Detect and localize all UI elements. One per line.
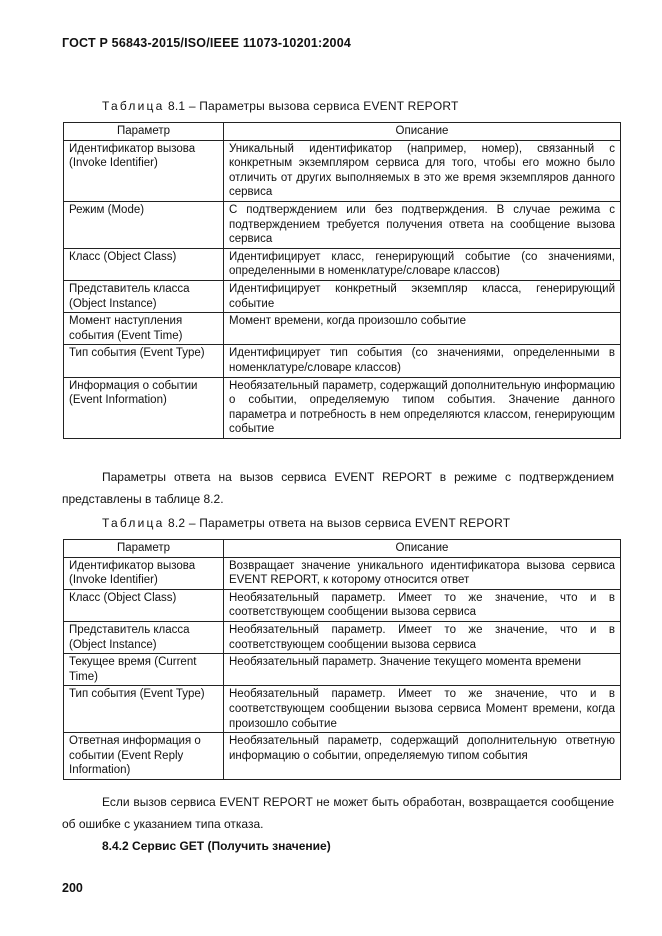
table-2-caption-word: Таблица bbox=[102, 516, 165, 530]
parameter-cell: Представитель класса (Object Instance) bbox=[64, 621, 224, 653]
table-1 bbox=[63, 122, 621, 439]
description-cell: Необязательный параметр. Имеет то же значение, что и в соответствующем сообщении вызова сервиса bbox=[224, 621, 621, 653]
parameter-cell: Класс (Object Class) bbox=[64, 248, 224, 280]
parameter-cell: Идентификатор вызова (Invoke Identifier) bbox=[64, 140, 224, 201]
table-row bbox=[64, 589, 621, 621]
parameter-cell: Тип события (Event Type) bbox=[64, 345, 224, 377]
table-2 bbox=[63, 539, 621, 780]
section-heading: 8.4.2 Сервис GET (Получить значение) bbox=[102, 839, 331, 853]
table-row bbox=[64, 686, 621, 733]
paragraph-text: Если вызов сервиса EVENT REPORT не может быть обработан, возвращается сообщение об ошибке с указанием типа отказа. bbox=[62, 795, 614, 831]
table-row bbox=[64, 621, 621, 653]
parameter-cell: Ответная информация о событии (Event Reply Information) bbox=[64, 733, 224, 780]
description-cell: Необязательный параметр. Имеет то же значение, что и в соответствующем сообщении вызова сервиса Момент времени, когда произошло событие bbox=[224, 686, 621, 733]
table-header-row bbox=[64, 123, 621, 141]
table-1-caption bbox=[102, 99, 459, 113]
table-row bbox=[64, 248, 621, 280]
table-row bbox=[64, 654, 621, 686]
description-cell: Идентифицирует тип события (со значениями, определенными в номенклатуре/словаре классов) bbox=[224, 345, 621, 377]
description-cell: Возвращает значение уникального идентификатора вызова сервиса EVENT REPORT, к которому относится ответ bbox=[224, 557, 621, 589]
table-row bbox=[64, 733, 621, 780]
table-2-caption bbox=[102, 516, 510, 530]
table-1-caption-text: 8.1 – Параметры вызова сервиса EVENT REPORT bbox=[168, 99, 459, 113]
description-cell: Необязательный параметр, содержащий дополнительную информацию о событии, определяемую типом события. Значение данного параметра и потребность в нем определяются классом, генерирующим событие bbox=[224, 377, 621, 438]
table-row bbox=[64, 280, 621, 312]
parameter-cell: Тип события (Event Type) bbox=[64, 686, 224, 733]
parameter-cell: Представитель класса (Object Instance) bbox=[64, 280, 224, 312]
parameter-cell: Класс (Object Class) bbox=[64, 589, 224, 621]
description-cell: С подтверждением или без подтверждения. В случае режима с подтверждением требуется получения ответа на сообщение вызова сервиса bbox=[224, 201, 621, 248]
paragraph-text: Параметры ответа на вызов сервиса EVENT REPORT в режиме с подтверждением представлены в таблице 8.2. bbox=[62, 470, 614, 506]
description-cell: Необязательный параметр, содержащий дополнительную ответную информацию о событии, определяемую типом события bbox=[224, 733, 621, 780]
parameter-cell: Момент наступления события (Event Time) bbox=[64, 313, 224, 345]
table-header-row bbox=[64, 540, 621, 558]
column-header-parameter: Параметр bbox=[64, 123, 224, 141]
column-header-parameter: Параметр bbox=[64, 540, 224, 558]
column-header-description: Описание bbox=[224, 540, 621, 558]
paragraph-table-reference bbox=[62, 466, 614, 510]
column-header-description: Описание bbox=[224, 123, 621, 141]
description-cell: Уникальный идентификатор (например, номер), связанный с конкретным экземпляром сервиса для того, чтобы его можно было отличить от других выполняемых в это же время экземпляров данного сервиса bbox=[224, 140, 621, 201]
paragraph-error-note bbox=[62, 791, 614, 835]
document-header: ГОСТ Р 56843-2015/ISO/IEEE 11073-10201:2004 bbox=[62, 36, 352, 50]
description-cell: Идентифицирует конкретный экземпляр класса, генерирующий событие bbox=[224, 280, 621, 312]
page-number: 200 bbox=[62, 881, 83, 895]
description-cell: Идентифицирует класс, генерирующий событие (со значениями, определенными в номенклатуре/словаре классов) bbox=[224, 248, 621, 280]
description-cell: Необязательный параметр. Имеет то же значение, что и в соответствующем сообщении вызова сервиса bbox=[224, 589, 621, 621]
table-2-caption-text: 8.2 – Параметры ответа на вызов сервиса EVENT REPORT bbox=[168, 516, 511, 530]
table-row bbox=[64, 377, 621, 438]
table-1-caption-word: Таблица bbox=[102, 99, 165, 113]
parameter-cell: Режим (Mode) bbox=[64, 201, 224, 248]
table-row bbox=[64, 140, 621, 201]
table-row bbox=[64, 345, 621, 377]
table-row bbox=[64, 313, 621, 345]
parameter-cell: Идентификатор вызова (Invoke Identifier) bbox=[64, 557, 224, 589]
description-cell: Момент времени, когда произошло событие bbox=[224, 313, 621, 345]
description-cell: Необязательный параметр. Значение текущего момента времени bbox=[224, 654, 621, 686]
table-row bbox=[64, 557, 621, 589]
parameter-cell: Текущее время (Current Time) bbox=[64, 654, 224, 686]
table-row bbox=[64, 201, 621, 248]
parameter-cell: Информация о событии (Event Information) bbox=[64, 377, 224, 438]
